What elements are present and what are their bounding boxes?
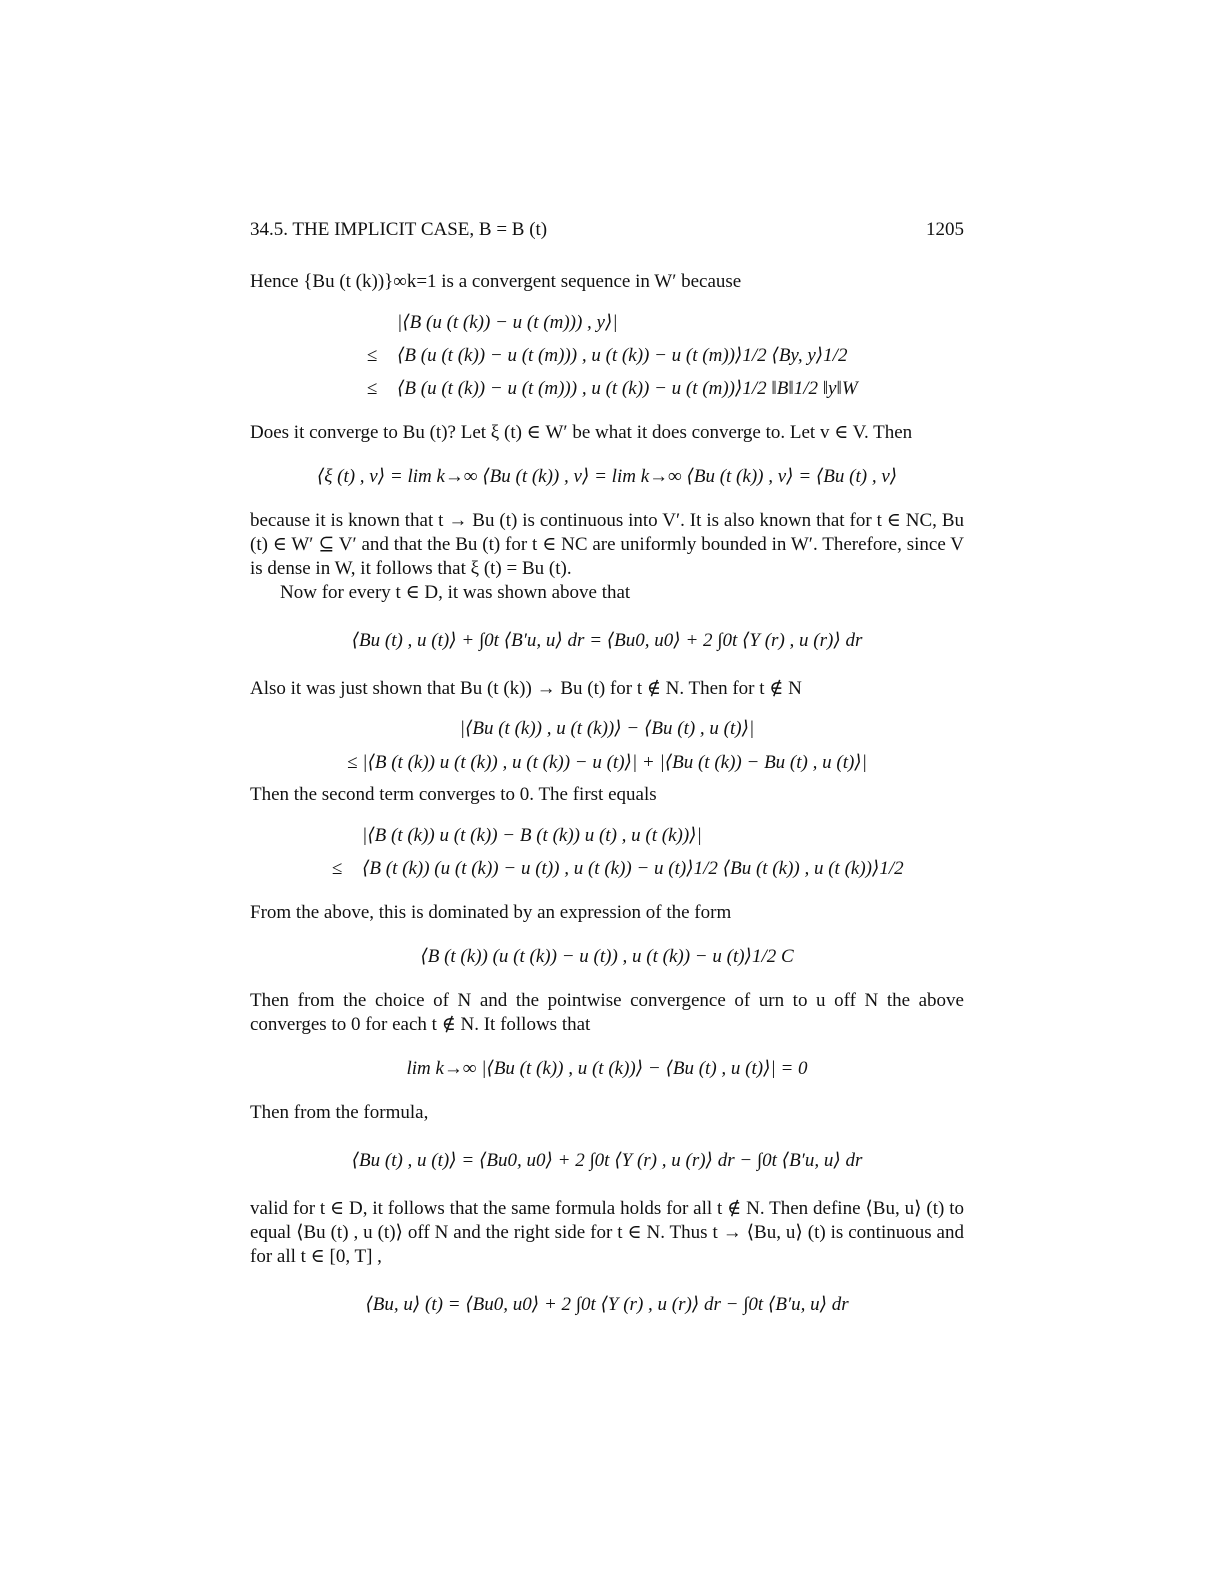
equation-6: ⟨B (t (k)) (u (t (k)) − u (t)) , u (t (k)) − u (t)⟩1/2 C [420, 946, 794, 967]
paragraph-10: valid for t ∈ D, it follows that the same formula holds for all t ∉ N. Then define ⟨Bu, u⟩ (t) to equal ⟨Bu (t) , u (t)⟩ off N and the right side for t ∈ N. Thus t → ⟨Bu, u⟩ (t) is continuous and for all t ∈ [0, T] , [250, 1198, 964, 1267]
paragraph-9: Then from the formula, [250, 1102, 429, 1123]
equation-5 [332, 819, 964, 885]
eq1-line3: ⟨B (u (t (k)) − u (t (m))) , u (t (k)) − u (t (m))⟩1/2 ‖B‖1/2 ‖y‖W [397, 378, 858, 399]
paragraph-8: Then from the choice of N and the pointwise convergence of urn to u off N the above converges to 0 for each t ∉ N. It follows that [250, 990, 964, 1035]
paragraph-7: From the above, this is dominated by an expression of the form [250, 902, 732, 923]
equation-7: lim k→∞ |⟨Bu (t (k)) , u (t (k))⟩ − ⟨Bu (t) , u (t)⟩| = 0 [406, 1058, 808, 1079]
running-header [250, 218, 964, 242]
eq5-line1: |⟨B (t (k)) u (t (k)) − B (t (k)) u (t) , u (t (k))⟩| [362, 825, 702, 846]
equation-4-line2: ≤ |⟨B (t (k)) u (t (k)) , u (t (k)) − u (t)⟩| + |⟨Bu (t (k)) − Bu (t) , u (t)⟩| [347, 752, 867, 773]
eq5-line2: ⟨B (t (k)) (u (t (k)) − u (t)) , u (t (k)) − u (t)⟩1/2 ⟨Bu (t (k)) , u (t (k))⟩1/2 [362, 858, 904, 879]
eq5-rel2: ≤ [332, 858, 343, 879]
paragraph-6: Then the second term converges to 0. The first equals [250, 784, 657, 805]
eq1-line2: ⟨B (u (t (k)) − u (t (m))) , u (t (k)) − u (t (m))⟩1/2 ⟨By, y⟩1/2 [397, 345, 848, 366]
equation-4-line1: |⟨Bu (t (k)) , u (t (k))⟩ − ⟨Bu (t) , u (t)⟩| [459, 718, 755, 739]
equation-2: ⟨ξ (t) , v⟩ = lim k→∞ ⟨Bu (t (k)) , v⟩ = lim k→∞ ⟨Bu (t (k)) , v⟩ = ⟨Bu (t) , v⟩ [316, 466, 898, 487]
paragraph-4: Now for every t ∈ D, it was shown above that [280, 582, 631, 603]
equation-8: ⟨Bu (t) , u (t)⟩ = ⟨Bu0, u0⟩ + 2 ∫0t ⟨Y (r) , u (r)⟩ dr − ∫0t ⟨B′u, u⟩ dr [351, 1150, 863, 1171]
page-number: 1205 [926, 219, 964, 240]
paragraph-3: because it is known that t → Bu (t) is continuous into V′. It is also known that for t ∈ NC, Bu (t) ∈ W′ ⊆ V′ and that the Bu (t) for t ∈ NC are uniformly bounded in W′. Therefore, since V is dense in W, it follows that ξ (t) = Bu (t). [250, 510, 964, 579]
eq1-rel3: ≤ [367, 378, 378, 399]
paragraph-5: Also it was just shown that Bu (t (k)) → Bu (t) for t ∉ N. Then for t ∉ N [250, 678, 802, 699]
paragraph-1: Hence {Bu (t (k))}∞k=1 is a convergent sequence in W′ because [250, 271, 742, 292]
eq1-rel2: ≤ [367, 345, 378, 366]
equation-9: ⟨Bu, u⟩ (t) = ⟨Bu0, u0⟩ + 2 ∫0t ⟨Y (r) , u (r)⟩ dr − ∫0t ⟨B′u, u⟩ dr [365, 1294, 849, 1315]
page [250, 218, 964, 1341]
eq1-line1: |⟨B (u (t (k)) − u (t (m))) , y⟩| [397, 312, 618, 333]
equation-3: ⟨Bu (t) , u (t)⟩ + ∫0t ⟨B′u, u⟩ dr = ⟨Bu0, u0⟩ + 2 ∫0t ⟨Y (r) , u (r)⟩ dr [351, 630, 863, 651]
paragraph-2: Does it converge to Bu (t)? Let ξ (t) ∈ W′ be what it does converge to. Let v ∈ V. Then [250, 422, 913, 443]
equation-1 [367, 306, 964, 405]
section-title: 34.5. THE IMPLICIT CASE, B = B (t) [250, 219, 548, 240]
